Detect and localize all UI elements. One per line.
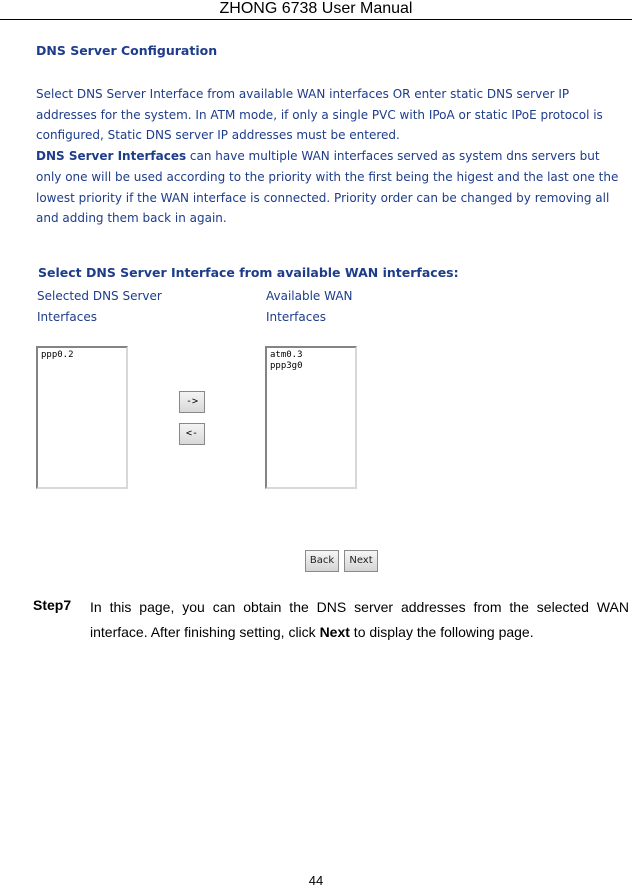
list-item[interactable]: atm0.3: [270, 350, 303, 360]
dns-config-screenshot: [0, 30, 632, 580]
config-description: [36, 84, 626, 229]
description-bold-term: DNS Server Interfaces: [36, 149, 187, 164]
selected-interfaces-label: [37, 286, 162, 328]
step-text-after: to display the following page.: [349, 623, 534, 640]
next-button[interactable]: Next: [344, 550, 378, 572]
list-item[interactable]: ppp0.2: [41, 350, 74, 360]
available-interfaces-label: [266, 286, 353, 328]
description-part1: Select DNS Server Interface from available WAN interfaces OR enter static DNS server IP addresses for the system. In ATM mode, if only a single PVC with IPoA or static IPoE protocol is configured, Static DNS server IP addresses must be entered.: [36, 87, 603, 143]
step-text-before: In this page, you can obtain the DNS server addresses from the selected WAN interface. After finishing setting, click: [90, 599, 629, 640]
step-text: [90, 595, 629, 644]
move-left-button[interactable]: <-: [179, 423, 205, 445]
selected-label-line1: Selected DNS Server: [37, 289, 162, 303]
available-label-line1: Available WAN: [266, 289, 353, 303]
back-button[interactable]: Back: [305, 550, 339, 572]
description-part2: can have multiple WAN interfaces served as system dns servers but only one will be used according to the priority with the first being the higest and the last one the lowest priority if the WAN interface is connected. Priority order can be changed by removing all and adding them back in again.: [36, 149, 619, 226]
available-label-line2: Interfaces: [266, 310, 326, 324]
select-interface-title: Select DNS Server Interface from available WAN interfaces:: [38, 265, 459, 280]
step-text-bold: Next: [319, 623, 350, 640]
page-header: [0, 0, 632, 20]
config-title: DNS Server Configuration: [36, 43, 218, 58]
selected-interfaces-list[interactable]: [36, 346, 128, 489]
step-label: Step7: [33, 597, 72, 613]
list-item[interactable]: ppp3g0: [270, 361, 303, 371]
available-interfaces-list[interactable]: [265, 346, 357, 489]
move-right-button[interactable]: ->: [179, 391, 205, 413]
manual-title: ZHONG 6738 User Manual: [219, 0, 413, 17]
page-number: 44: [308, 873, 324, 888]
selected-label-line2: Interfaces: [37, 310, 97, 324]
